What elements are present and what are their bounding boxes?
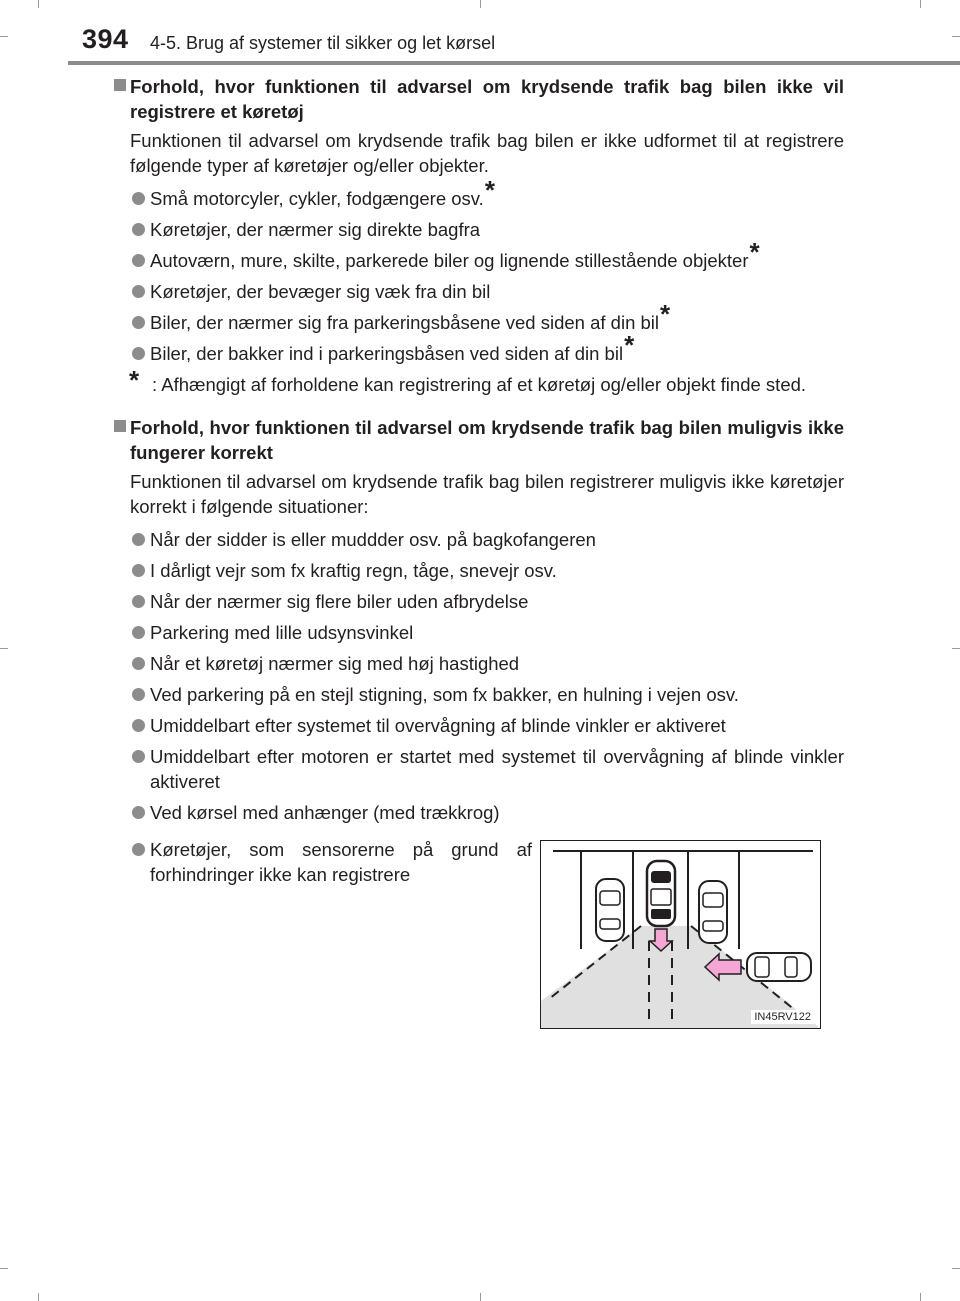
list-item: Når der nærmer sig flere biler uden afbrydelse <box>112 589 844 614</box>
section-title: 4-5. Brug af systemer til sikker og let kørsel <box>150 33 496 53</box>
section-heading: Forhold, hvor funktionen til advarsel om krydsende trafik bag bilen ikke vil registrere et køretøj <box>112 74 844 124</box>
bullet-dot-icon <box>132 192 145 205</box>
approaching-car <box>747 953 811 981</box>
crop-mark <box>952 648 960 649</box>
bullet-dot-icon <box>132 806 145 819</box>
list-item: Køretøjer, der nærmer sig direkte bagfra <box>112 217 844 242</box>
list-item: Biler, der bakker ind i parkeringsbåsen ved siden af din bil* <box>112 341 844 366</box>
section-intro: Funktionen til advarsel om krydsende trafik bag bilen registrerer muligvis ikke køretøjer korrekt i følgende situationer: <box>130 471 844 517</box>
asterisk-mark: * <box>484 175 495 205</box>
list-item: Køretøjer, der bevæger sig væk fra din bil <box>112 279 844 304</box>
bullet-dot-icon <box>132 843 145 856</box>
list-item: Autoværn, mure, skilte, parkerede biler og lignende stillestående objekter* <box>112 248 844 273</box>
crop-mark <box>952 1268 960 1269</box>
section-intro: Funktionen til advarsel om krydsende trafik bag bilen er ikke udformet til at registrere følgende typer af køretøjer og/eller objekter. <box>130 130 844 176</box>
bullet-dot-icon <box>132 750 145 763</box>
list-item: Når et køretøj nærmer sig med høj hastighed <box>112 651 844 676</box>
list-item: Umiddelbart efter systemet til overvågning af blinde vinkler er aktiveret <box>112 713 844 738</box>
asterisk-mark: * <box>624 330 635 360</box>
parked-car-left <box>596 879 624 941</box>
bullet-dot-icon <box>132 223 145 236</box>
list-item: Køretøjer, som sensorerne på grund af forhindringer ikke kan registrere <box>112 837 532 887</box>
list-item: Umiddelbart efter motoren er startet med systemet til overvågning af blinde vinkler aktiveret <box>112 744 844 794</box>
bullet-dot-icon <box>132 719 145 732</box>
asterisk-mark: * <box>660 299 671 329</box>
crop-mark <box>38 1293 39 1301</box>
bullet-dot-icon <box>132 347 145 360</box>
own-car <box>647 861 675 926</box>
parking-diagram <box>541 841 820 1028</box>
footnote-asterisk: * <box>129 365 140 395</box>
bullet-dot-icon <box>132 564 145 577</box>
figure-code: IN45RV122 <box>751 1010 814 1024</box>
parked-car-right <box>699 881 727 943</box>
bullet-dot-icon <box>132 533 145 546</box>
crop-mark <box>0 648 8 649</box>
list-item: Små motorcyler, cykler, fodgængere osv.* <box>112 186 844 211</box>
square-bullet-icon <box>114 79 126 91</box>
page-number: 394 <box>82 24 129 54</box>
bullet-dot-icon <box>132 316 145 329</box>
square-bullet-icon <box>114 420 126 432</box>
list-item: I dårligt vejr som fx kraftig regn, tåge, snevejr osv. <box>112 558 844 583</box>
section-heading: Forhold, hvor funktionen til advarsel om krydsende trafik bag bilen muligvis ikke fungerer korrekt <box>112 415 844 465</box>
bullet-list <box>112 175 844 366</box>
list-item: Parkering med lille udsynsvinkel <box>112 620 844 645</box>
bullet-dot-icon <box>132 657 145 670</box>
footnote: * : Afhængigt af forholdene kan registrering af et køretøj og/eller objekt finde sted. <box>129 365 807 395</box>
bullet-dot-icon <box>132 626 145 639</box>
page-content <box>112 74 844 831</box>
crop-mark <box>480 1293 481 1301</box>
page-header <box>0 0 960 60</box>
crop-mark <box>920 1293 921 1301</box>
header-rule <box>68 61 960 65</box>
list-item: Biler, der nærmer sig fra parkeringsbåsene ved siden af din bil* <box>112 310 844 335</box>
bullet-dot-icon <box>132 595 145 608</box>
list-item: Når der sidder is eller muddder osv. på bagkofangeren <box>112 527 844 552</box>
bullet-dot-icon <box>132 254 145 267</box>
crop-mark <box>0 1268 8 1269</box>
list-item: Ved kørsel med anhænger (med trækkrog) <box>112 800 844 825</box>
bullet-dot-icon <box>132 285 145 298</box>
bullet-list <box>112 527 844 825</box>
asterisk-mark: * <box>749 237 760 267</box>
bullet-dot-icon <box>132 688 145 701</box>
list-item: Ved parkering på en stejl stigning, som fx bakker, en hulning i vejen osv. <box>112 682 844 707</box>
parking-illustration <box>540 840 821 1029</box>
